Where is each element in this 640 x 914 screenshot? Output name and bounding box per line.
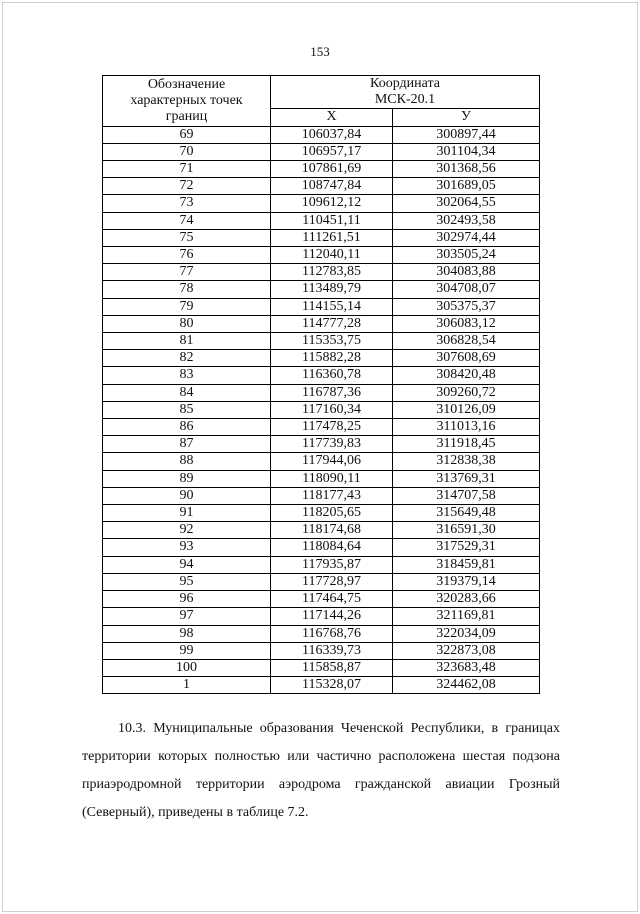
table-row bbox=[103, 384, 540, 401]
point-number-cell: 95 bbox=[103, 573, 271, 590]
x-coordinate-cell: 115858,87 bbox=[271, 659, 393, 676]
point-number-cell: 71 bbox=[103, 161, 271, 178]
point-number-cell: 85 bbox=[103, 401, 271, 418]
point-number-cell: 90 bbox=[103, 487, 271, 504]
x-coordinate-cell: 113489,79 bbox=[271, 281, 393, 298]
point-number-cell: 83 bbox=[103, 367, 271, 384]
y-coordinate-cell: 309260,72 bbox=[393, 384, 540, 401]
table-row bbox=[103, 143, 540, 160]
point-number-cell: 73 bbox=[103, 195, 271, 212]
y-coordinate-cell: 310126,09 bbox=[393, 401, 540, 418]
table-row bbox=[103, 401, 540, 418]
x-coordinate-cell: 117464,75 bbox=[271, 591, 393, 608]
body-paragraph bbox=[82, 715, 560, 827]
table-row bbox=[103, 229, 540, 246]
header-coordinate-line-1: Координата bbox=[370, 76, 440, 91]
header-y: У bbox=[393, 109, 540, 126]
x-coordinate-cell: 117935,87 bbox=[271, 556, 393, 573]
x-coordinate-cell: 111261,51 bbox=[271, 229, 393, 246]
x-coordinate-cell: 115328,07 bbox=[271, 677, 393, 694]
table-row bbox=[103, 522, 540, 539]
y-coordinate-cell: 315649,48 bbox=[393, 505, 540, 522]
x-coordinate-cell: 116339,73 bbox=[271, 642, 393, 659]
x-coordinate-cell: 117160,34 bbox=[271, 401, 393, 418]
header-point-designation bbox=[103, 76, 271, 127]
y-coordinate-cell: 322873,08 bbox=[393, 642, 540, 659]
y-coordinate-cell: 301104,34 bbox=[393, 143, 540, 160]
point-number-cell: 87 bbox=[103, 436, 271, 453]
x-coordinate-cell: 107861,69 bbox=[271, 161, 393, 178]
point-number-cell: 89 bbox=[103, 470, 271, 487]
point-number-cell: 70 bbox=[103, 143, 271, 160]
y-coordinate-cell: 304083,88 bbox=[393, 264, 540, 281]
point-number-cell: 69 bbox=[103, 126, 271, 143]
point-number-cell: 96 bbox=[103, 591, 271, 608]
x-coordinate-cell: 114155,14 bbox=[271, 298, 393, 315]
table-row bbox=[103, 281, 540, 298]
point-number-cell: 99 bbox=[103, 642, 271, 659]
table-row bbox=[103, 367, 540, 384]
table-row bbox=[103, 212, 540, 229]
y-coordinate-cell: 304708,07 bbox=[393, 281, 540, 298]
y-coordinate-cell: 318459,81 bbox=[393, 556, 540, 573]
point-number-cell: 77 bbox=[103, 264, 271, 281]
y-coordinate-cell: 314707,58 bbox=[393, 487, 540, 504]
y-coordinate-cell: 312838,38 bbox=[393, 453, 540, 470]
x-coordinate-cell: 112783,85 bbox=[271, 264, 393, 281]
table-row bbox=[103, 298, 540, 315]
table-row bbox=[103, 195, 540, 212]
table-row bbox=[103, 126, 540, 143]
table-row bbox=[103, 505, 540, 522]
y-coordinate-cell: 311918,45 bbox=[393, 436, 540, 453]
header-point-line-2: характерных точек bbox=[130, 92, 243, 108]
point-number-cell: 72 bbox=[103, 178, 271, 195]
x-coordinate-cell: 106957,17 bbox=[271, 143, 393, 160]
x-coordinate-cell: 117144,26 bbox=[271, 608, 393, 625]
x-coordinate-cell: 116360,78 bbox=[271, 367, 393, 384]
y-coordinate-cell: 311013,16 bbox=[393, 419, 540, 436]
y-coordinate-cell: 301689,05 bbox=[393, 178, 540, 195]
table-row bbox=[103, 556, 540, 573]
x-coordinate-cell: 116787,36 bbox=[271, 384, 393, 401]
y-coordinate-cell: 306083,12 bbox=[393, 315, 540, 332]
y-coordinate-cell: 321169,81 bbox=[393, 608, 540, 625]
x-coordinate-cell: 117944,06 bbox=[271, 453, 393, 470]
x-coordinate-cell: 117728,97 bbox=[271, 573, 393, 590]
table-row bbox=[103, 247, 540, 264]
table-row bbox=[103, 470, 540, 487]
point-number-cell: 92 bbox=[103, 522, 271, 539]
table-row bbox=[103, 539, 540, 556]
x-coordinate-cell: 114777,28 bbox=[271, 315, 393, 332]
point-number-cell: 78 bbox=[103, 281, 271, 298]
x-coordinate-cell: 117478,25 bbox=[271, 419, 393, 436]
point-number-cell: 74 bbox=[103, 212, 271, 229]
table-body bbox=[103, 126, 540, 694]
y-coordinate-cell: 306828,54 bbox=[393, 333, 540, 350]
x-coordinate-cell: 106037,84 bbox=[271, 126, 393, 143]
page-number: 153 bbox=[310, 44, 330, 59]
table-row bbox=[103, 453, 540, 470]
x-coordinate-cell: 115882,28 bbox=[271, 350, 393, 367]
header-coordinate bbox=[271, 76, 540, 109]
y-coordinate-cell: 313769,31 bbox=[393, 470, 540, 487]
point-number-cell: 75 bbox=[103, 229, 271, 246]
header-coordinate-line-2: МСК-20.1 bbox=[374, 92, 436, 108]
y-coordinate-cell: 301368,56 bbox=[393, 161, 540, 178]
y-coordinate-cell: 302064,55 bbox=[393, 195, 540, 212]
y-coordinate-cell: 302974,44 bbox=[393, 229, 540, 246]
table-row bbox=[103, 573, 540, 590]
table-row bbox=[103, 659, 540, 676]
point-number-cell: 82 bbox=[103, 350, 271, 367]
table-row bbox=[103, 419, 540, 436]
x-coordinate-cell: 117739,83 bbox=[271, 436, 393, 453]
y-coordinate-cell: 308420,48 bbox=[393, 367, 540, 384]
x-coordinate-cell: 115353,75 bbox=[271, 333, 393, 350]
y-coordinate-cell: 303505,24 bbox=[393, 247, 540, 264]
y-coordinate-cell: 305375,37 bbox=[393, 298, 540, 315]
table-row bbox=[103, 315, 540, 332]
point-number-cell: 86 bbox=[103, 419, 271, 436]
header-x: Х bbox=[271, 109, 393, 126]
point-number-cell: 91 bbox=[103, 505, 271, 522]
y-coordinate-cell: 317529,31 bbox=[393, 539, 540, 556]
y-coordinate-cell: 323683,48 bbox=[393, 659, 540, 676]
table-row bbox=[103, 608, 540, 625]
point-number-cell: 97 bbox=[103, 608, 271, 625]
y-coordinate-cell: 322034,09 bbox=[393, 625, 540, 642]
y-coordinate-cell: 324462,08 bbox=[393, 677, 540, 694]
table-row bbox=[103, 333, 540, 350]
x-coordinate-cell: 118177,43 bbox=[271, 487, 393, 504]
point-number-cell: 88 bbox=[103, 453, 271, 470]
point-number-cell: 100 bbox=[103, 659, 271, 676]
y-coordinate-cell: 300897,44 bbox=[393, 126, 540, 143]
x-coordinate-cell: 108747,84 bbox=[271, 178, 393, 195]
table-row bbox=[103, 487, 540, 504]
table-row bbox=[103, 436, 540, 453]
paragraph-text: 10.3. Муниципальные образования Чеченской Республики, в границах территории которых полностью или частично расположена шестая подзона приаэродромной территории аэродрома гражданской авиации Грозный (Северный), приведены в таблице 7.2. bbox=[82, 721, 560, 820]
y-coordinate-cell: 302493,58 bbox=[393, 212, 540, 229]
table-row bbox=[103, 161, 540, 178]
x-coordinate-cell: 118090,11 bbox=[271, 470, 393, 487]
point-number-cell: 94 bbox=[103, 556, 271, 573]
x-coordinate-cell: 118174,68 bbox=[271, 522, 393, 539]
table-row bbox=[103, 350, 540, 367]
x-coordinate-cell: 109612,12 bbox=[271, 195, 393, 212]
point-number-cell: 79 bbox=[103, 298, 271, 315]
y-coordinate-cell: 320283,66 bbox=[393, 591, 540, 608]
point-number-cell: 84 bbox=[103, 384, 271, 401]
table-row bbox=[103, 625, 540, 642]
y-coordinate-cell: 319379,14 bbox=[393, 573, 540, 590]
header-point-line-1: Обозначение bbox=[147, 76, 226, 92]
point-number-cell: 81 bbox=[103, 333, 271, 350]
x-coordinate-cell: 110451,11 bbox=[271, 212, 393, 229]
x-coordinate-cell: 112040,11 bbox=[271, 247, 393, 264]
coordinates-table bbox=[102, 75, 540, 694]
x-coordinate-cell: 116768,76 bbox=[271, 625, 393, 642]
header-point-line-3: границ bbox=[165, 108, 208, 124]
table-row bbox=[103, 591, 540, 608]
table-row bbox=[103, 642, 540, 659]
point-number-cell: 93 bbox=[103, 539, 271, 556]
y-coordinate-cell: 307608,69 bbox=[393, 350, 540, 367]
point-number-cell: 80 bbox=[103, 315, 271, 332]
x-coordinate-cell: 118084,64 bbox=[271, 539, 393, 556]
x-coordinate-cell: 118205,65 bbox=[271, 505, 393, 522]
point-number-cell: 98 bbox=[103, 625, 271, 642]
table-row bbox=[103, 178, 540, 195]
point-number-cell: 1 bbox=[103, 677, 271, 694]
point-number-cell: 76 bbox=[103, 247, 271, 264]
table-row bbox=[103, 264, 540, 281]
table-row bbox=[103, 677, 540, 694]
y-coordinate-cell: 316591,30 bbox=[393, 522, 540, 539]
